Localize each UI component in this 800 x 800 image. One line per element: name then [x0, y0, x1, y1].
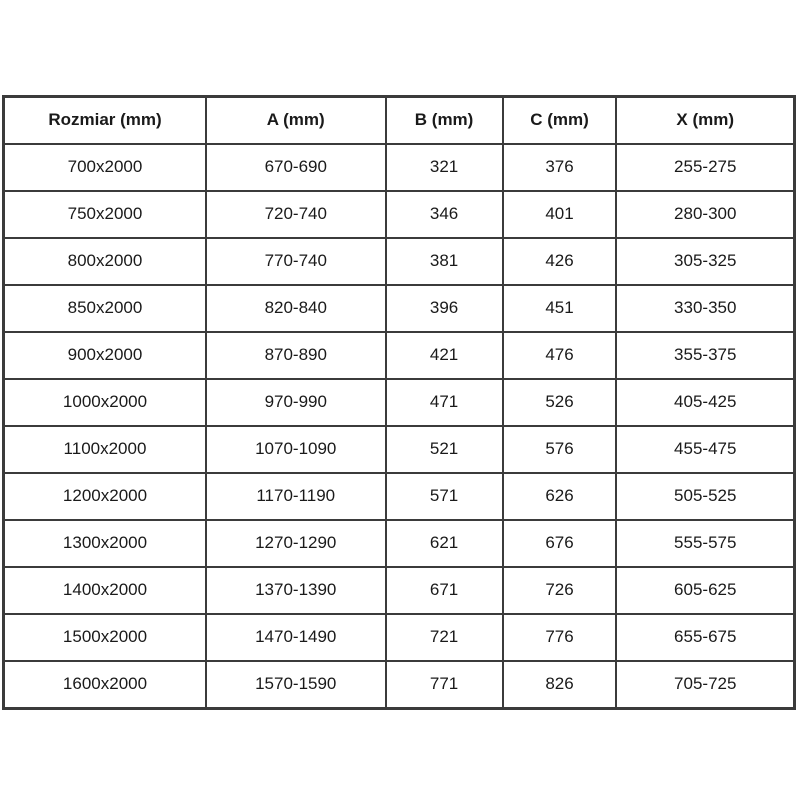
table-cell: 1470-1490	[206, 614, 386, 661]
table-row	[4, 473, 795, 520]
table-cell: 900x2000	[4, 332, 206, 379]
table-cell: 1600x2000	[4, 661, 206, 709]
table-cell: 346	[386, 191, 503, 238]
table-cell: 555-575	[616, 520, 794, 567]
table-row	[4, 191, 795, 238]
table-cell: 700x2000	[4, 144, 206, 191]
column-header: B (mm)	[386, 97, 503, 145]
table-row	[4, 144, 795, 191]
table-cell: 381	[386, 238, 503, 285]
table-cell: 676	[503, 520, 617, 567]
table-cell: 405-425	[616, 379, 794, 426]
table-cell: 330-350	[616, 285, 794, 332]
table-cell: 401	[503, 191, 617, 238]
table-cell: 526	[503, 379, 617, 426]
table-cell: 451	[503, 285, 617, 332]
table-cell: 605-625	[616, 567, 794, 614]
column-header: A (mm)	[206, 97, 386, 145]
table-row	[4, 567, 795, 614]
table-cell: 800x2000	[4, 238, 206, 285]
table-body	[4, 144, 795, 709]
table-cell: 376	[503, 144, 617, 191]
table-cell: 396	[386, 285, 503, 332]
table-cell: 721	[386, 614, 503, 661]
table-cell: 1200x2000	[4, 473, 206, 520]
table-cell: 1070-1090	[206, 426, 386, 473]
table-row	[4, 332, 795, 379]
table-cell: 476	[503, 332, 617, 379]
size-spec-table	[2, 95, 796, 710]
table-header	[4, 97, 795, 145]
table-cell: 1400x2000	[4, 567, 206, 614]
table-cell: 576	[503, 426, 617, 473]
table-cell: 621	[386, 520, 503, 567]
table-cell: 421	[386, 332, 503, 379]
table-cell: 776	[503, 614, 617, 661]
table-cell: 571	[386, 473, 503, 520]
table-row	[4, 238, 795, 285]
table-row	[4, 614, 795, 661]
table-cell: 305-325	[616, 238, 794, 285]
table-cell: 720-740	[206, 191, 386, 238]
header-row	[4, 97, 795, 145]
table-cell: 820-840	[206, 285, 386, 332]
table-cell: 626	[503, 473, 617, 520]
table-cell: 771	[386, 661, 503, 709]
table-cell: 280-300	[616, 191, 794, 238]
table-cell: 426	[503, 238, 617, 285]
table-cell: 1100x2000	[4, 426, 206, 473]
table-row	[4, 285, 795, 332]
table-cell: 1300x2000	[4, 520, 206, 567]
table-cell: 671	[386, 567, 503, 614]
table-cell: 521	[386, 426, 503, 473]
table-cell: 670-690	[206, 144, 386, 191]
table-cell: 471	[386, 379, 503, 426]
table-cell: 770-740	[206, 238, 386, 285]
table-cell: 705-725	[616, 661, 794, 709]
table-row	[4, 379, 795, 426]
column-header: Rozmiar (mm)	[4, 97, 206, 145]
table-row	[4, 520, 795, 567]
table-cell: 355-375	[616, 332, 794, 379]
table-cell: 826	[503, 661, 617, 709]
table-cell: 1170-1190	[206, 473, 386, 520]
table-cell: 455-475	[616, 426, 794, 473]
column-header: C (mm)	[503, 97, 617, 145]
table-cell: 1270-1290	[206, 520, 386, 567]
table-row	[4, 661, 795, 709]
table-cell: 505-525	[616, 473, 794, 520]
table-cell: 850x2000	[4, 285, 206, 332]
table-cell: 655-675	[616, 614, 794, 661]
table-cell: 1000x2000	[4, 379, 206, 426]
table-cell: 321	[386, 144, 503, 191]
table-cell: 1500x2000	[4, 614, 206, 661]
table-cell: 870-890	[206, 332, 386, 379]
table-cell: 1570-1590	[206, 661, 386, 709]
table-cell: 970-990	[206, 379, 386, 426]
size-spec-table-container	[2, 95, 796, 710]
column-header: X (mm)	[616, 97, 794, 145]
table-cell: 726	[503, 567, 617, 614]
table-cell: 1370-1390	[206, 567, 386, 614]
table-cell: 750x2000	[4, 191, 206, 238]
table-cell: 255-275	[616, 144, 794, 191]
table-row	[4, 426, 795, 473]
